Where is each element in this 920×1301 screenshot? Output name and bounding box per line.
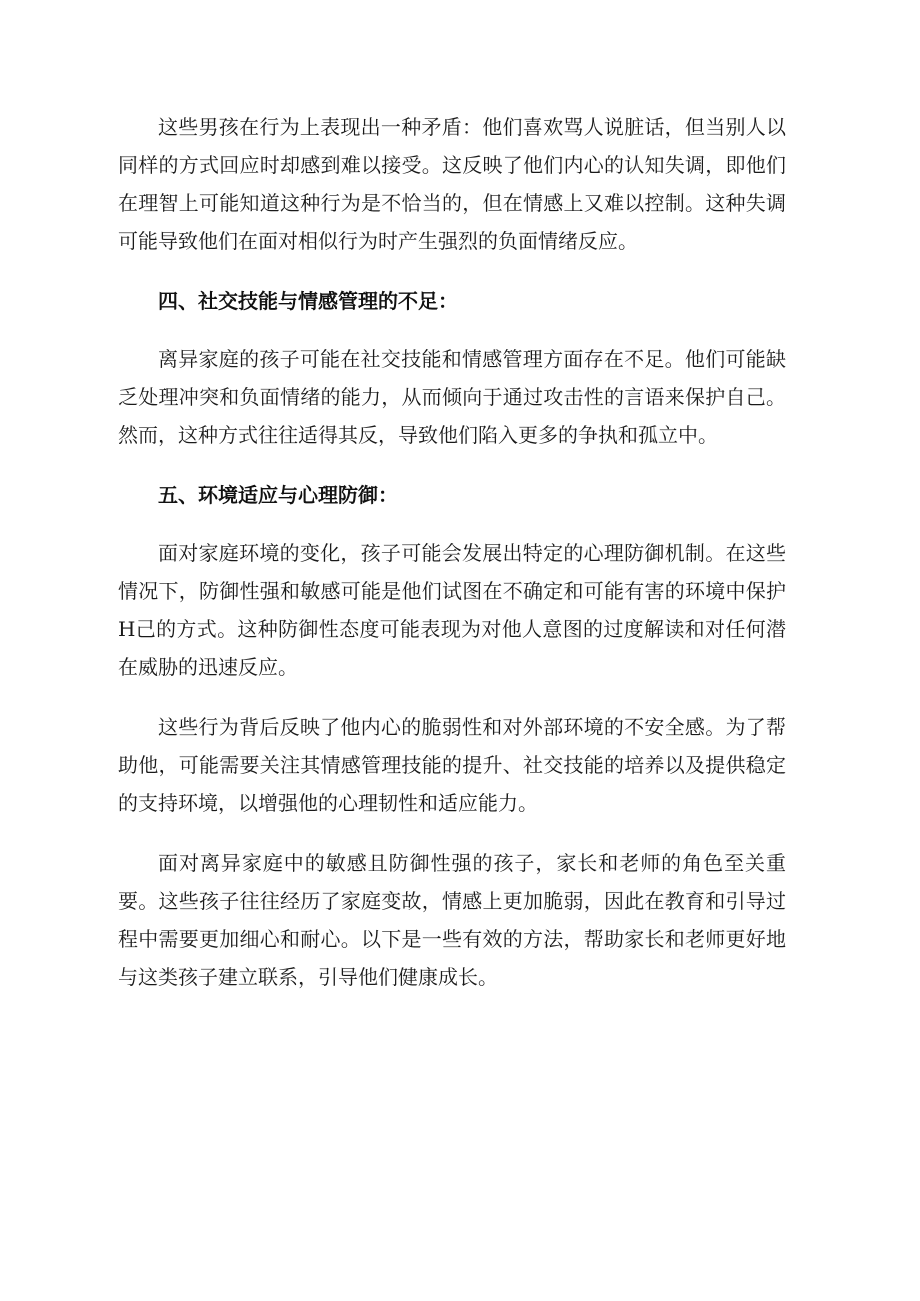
section-heading-defense: 五、环境适应与心理防御： <box>158 483 398 507</box>
paragraph-defense-mechanism: 面对家庭环境的变化，孩子可能会发展出特定的心理防御机制。在这些情况下，防御性强和敏感可能是他们试图在不确定和可能有害的环境中保护H己的方式。这种防御性态度可能表现为对他人意图的过度解读和对任何潜在威胁的迅速反应。 <box>118 541 786 679</box>
paragraph-social-skills: 离异家庭的孩子可能在社交技能和情感管理方面存在不足。他们可能缺乏处理冲突和负面情绪的能力，从而倾向于通过攻击性的言语来保护自己。然而，这种方式往往适得其反，导致他们陷入更多的争执和孤立中。 <box>118 347 786 447</box>
paragraph-vulnerability: 这些行为背后反映了他内心的脆弱性和对外部环境的不安全感。为了帮助他，可能需要关注其情感管理技能的提升、社交技能的培养以及提供稳定的支持环境，以增强他的心理韧性和适应能力。 <box>118 715 786 815</box>
document-body <box>118 108 786 1018</box>
paragraph-cognitive-dissonance: 这些男孩在行为上表现出一种矛盾：他们喜欢骂人说脏话，但当别人以同样的方式回应时却感到难以接受。这反映了他们内心的认知失调，即他们在理智上可能知道这种行为是不恰当的，但在情感上又难以控制。这种失调可能导致他们在面对相似行为时产生强烈的负面情绪反应。 <box>118 115 786 253</box>
section-heading-social-skills: 四、社交技能与情感管理的不足： <box>158 289 458 313</box>
paragraph-parents-teachers: 面对离异家庭中的敏感且防御性强的孩子，家长和老师的角色至关重要。这些孩子往往经历了家庭变故，情感上更加脆弱，因此在教育和引导过程中需要更加细心和耐心。以下是一些有效的方法，帮助家长和老师更好地与这类孩子建立联系，引导他们健康成长。 <box>118 851 786 989</box>
